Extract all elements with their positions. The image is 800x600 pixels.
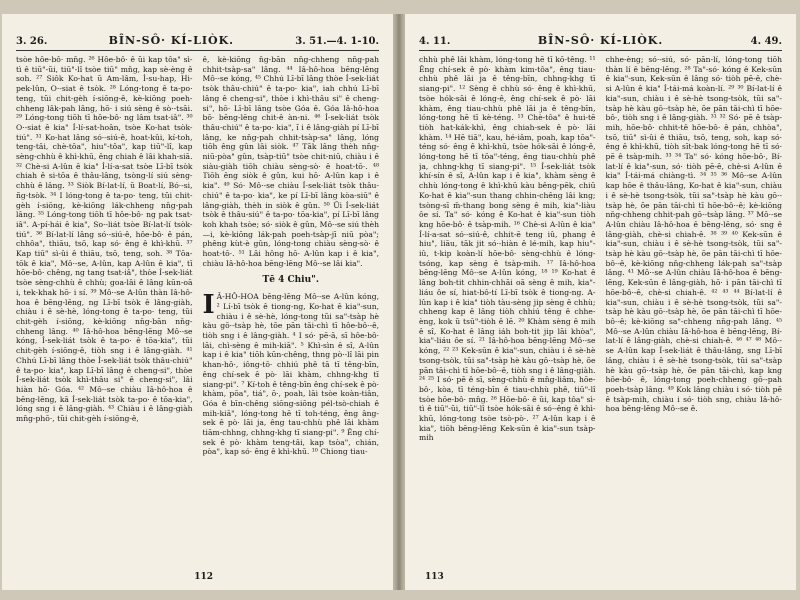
verse-text: tsòe hôe-bô· mn̄g. ²⁶ Hôe-bô· ê ŭi kap tôa" sì-tì ê tiū"-ŭi, tiū"-lî tsòe tiū" mn̄g, kap sè-èng ê soh. ²⁷ Siôk Ko-hat ŭ Am-lâm, Í-su-hap, Hi-pek-lûn, O·-siat ê tsòk. ²⁸ Lóng-tong ê ta-po· teng, tŭi chit-gèh í-siōng-ê, kè-kiōng poeh-chheng lâk-pah lâng, hō· i siú sèng ê sò·-tsāi. ²⁹ Lóng-tong tiōh tī hôe-bô· ng lâm tsat-iâ". ³⁰ O·-siat ê kia" Í-lí-sat-hoân, tsòe Ko-hat tsòk-tiú". ³¹ Ko-hat lâng só·-siú-ê, hoat-kûi, kí-toh, teng-tâi, chè-tôa", hiu"-tôa", kap tiū"-lî, kap sèng-chhù ê khì-khū, êng chiah ê lâi khah-siā. ³² Chè-si A-lûn ê kia" Í-lí-a-sat tsòe Lī-bī tsòk chiah ê si-tōa ê thâu-lâng, tsòng-lí siú sèng-chhù ê lâng. ³³ Siòk Bí-lat-lí, ŭ Boat-lí, Bó·-si, ñg-tsòk. ³⁴ I lóng-tong ê ta-po· teng, tŭi chit-gèh í-siōng, kè-kiōng lák-chheng nn̄g-pah lâng. ³⁵ Lóng-tong tiōh tī hôe-bô· ng pak tsat-iâ". A-pí-hái ê kia", So·-liát tsòe Bí-lat-lí tsòk-tiú". ³⁶ Bí-lat-lí lâng só·-siú-ê, hôe-bô· ê pán, chhôa", thiāu, tsō, kap só· êng ê khì-khū. ³⁷ Kap tiū" sì-ûi ê thiāu, tsō, teng, soh. ³⁸ Tŏa-tōk ê kia", Mô·-se, A-lûn, kap A-lûn ê kia", tī hōe-bô· chêng, ng tang tsat-iâ", thòe Í-sek-liát tsòe sèng-chhù ê chhù; goa-lâi ê lâng kūn-oā i, tek-khak hō· i sí. ³⁹ Mô·-se A-lûn thàn Iâ-hô-hoa ê bēng-lēng, ng Lī-bī tsòk ê lâng-giàh, chiàu i ê sè-hè, lóng-tong ê ta-po· teng, tŭi chit-gèh í-siōng, kè-kiōng nn̄g-bān nn̄g-chheng lâng. ⁴⁰ Iâ-hô-hoa bēng-lēng Mô·-se kóng, Í-sek-liát tsòk ê ta-po· ê tōa-kia", tŭi chit-gèh í-siōng-ê, tiòh sng i ê lâng-giàh. ⁴¹ Chhú Lī-bī lâng thòe Í-sek-liát tsòk thâu-chiú" ê ta-po· kia", kap Lī-bī lâng ê cheng-si", thòe Í-sek-liát tsòk khì-thâu si" ê cheng-si", lâi hiàn hō· Góa. ⁴² Mô·-se chiàu Iâ-hô-hoa ê bēng-lēng, kā Í-sek-liát tsòk ta-po· ê tōa-kia", lóng sng i ê lâng-giàh. ⁴³ Chiàu i ê lâng-giàh mn̄g-phō·, tŭi chit-gèh í-siōng-ê, [16, 55, 193, 424]
page-number: 113 [425, 572, 444, 582]
page-number: 112 [194, 572, 213, 582]
header-verse-range: 4. 49. [750, 36, 782, 47]
page-header [419, 34, 782, 51]
verse-text: chhù phê lāi khàm, lóng-tong hē tī kō-têng. ¹¹ Êng chí-sek ê pò· khàm kim-tôa", êng tiau-chhù phê lāi ja ê têng-bīn, chhng-khg tī siang-pi". ¹² Sèng ê chhù só· êng ê khì-khū, tsòe hók-sāi ê lóng-ê, êng chí-sek ê pò· lāi khàm, êng tiau-chhù phê lāi ja ê têng-bīn, lóng-tong hē tī kè-téng. ¹³ Chè-tôa" ê hui-tē tiòh hat-kák-khì, êng chiah-sek ê pò· lāi khàm. ¹⁴ Hē tiā", kau, hé-iâm, poah, kap tōa"-téng só· êng ê khì-khū, tsòe hók-sāi ê lóng-ê, lóng-tong hē tī tōa"-téng, êng tiau-chhù phê ja, chhng-khg tī siang-pi". ¹⁵ Í-sek-liát tsòk khí-sín ê sî, A-lûn kap i ê kia", khàm sèng ê chhù lóng-tong ê khì-khū kàu bêng-pēk, chiū Ko-hat ê kia"-sun thang chhin-chêng lâi kng; tsòng-sī m̄-thang bong sèng ê mih, kia"-liàu ôe sí. Ta" só· kóng ê Ko-hat ê kia"-sun tiòh kng hōe-bô· ê tsàp-mih. ¹⁶ Chè-si A-lûn ê kia" Í-lí-a-sat só·-siú-ê, chhit-ē teng iû, phang ê hiu", liāu, tāk jit só·-hiàn ê lé-mih, kap hiu"-iû, t-kip koàn-lí hōe-bô· sèng-chhù ê lóng-tsóng, kap sèng ê tsàp-mih. ¹⁷ Iâ-hô-hoa bēng-lēng Mô·-se A-lûn kóng, ¹⁸ ¹⁹ Ko-hat ê lâng boh-tit chhin-chhāi oā sèng ê mih, kia"-liáu ôe sí, hiat-bô-tí Lī-bī tsòk ê tiong-ng. A-lûn kap i ê kia" tiòh tàu-sèng jip sèng ê chhù; chheng kap ê lâng tiòh chhiú têng ê chhe-èng, kok ŭ tsū"-tiòh ê lē. ²⁰ Khàm sèng ê mih ê sî, Ko-hat ê lâng iáh boh-tit jip lāi khòa", kia"-liáu ôe sí. ²¹ Iâ-hô-hoa bēng-lēng Mô·-se kóng, ²² ²³ Kek-sūn ê kia"-sun, chiàu i ê sè-hè tsong-tsòk, tŭi sa"-tsàp hè kàu gō·-tsàp hè, ŏe pān tāi-chì tī hōe-bô·-ê, tiòh sng i ê lâng-giàh. ²⁴ ²⁵ I só· pē ê sī, sèng-chhù ê mn̄g-liâm, hōe-bô·, kòa, tī téng-bīn ê tiau-chhù phê, tiū"-lî tsòe hōe-bô· mn̄g. ²⁶ Hōe-bô· ê ŭi, kap tôa" sì-tì ê tiū"-ŭi, tiū"-lî tsòe hók-sāi ê só·-êng ê khì-khū, lóng-tong tsòe tsò-pò·. ²⁷ A-lûn kap i ê kia", tiōh bēng-lēng Kek-sūn ê kia"-sun tsàp-mih [419, 55, 596, 443]
page-header [16, 34, 379, 51]
book-gutter [394, 14, 404, 590]
verse-text: ê, kè-kiōng n̄g-bān nn̄g-chheng nn̄g-pah chhit-tsàp-sa" lâng. ⁴⁴ Iâ-hô-hoa bēng-lēng Mô·-se kóng, ⁴⁵ Chhú Lī-bī lâng thòe Í-sek-liát tsòk thâu-chiú" ê ta-po· kia", iah chhú Lī-bī lâng ê cheng-si", thòe i khì-thâu si" ê cheng-si", hō· Lī-bī lâng tsòe Góa ê. Góa Iâ-hô-hoa bō· bēng-lēng chit-ê àn-ni. ⁴⁶ Í-sek-liát tsòk thâu-chiú" ê ta-po· kia", ĭ i ê lâng-giàh pí Lī-bī lâng, ke nn̄g-pah chhit-tsàp-sa" lâng, lóng tiōh êng gûn lâi siòk. ⁴⁷ Tāk lâng thèh nn̄g-niū-pòa" gûn, tsàp-tiū" tsòe chit-niū, chiàu i ê siàu-giàh tiōh chiàu sèng-sò· ê hoat-tō·. ⁴⁸ Tiōh êng siòk ê gûn, kui hō· A-lûn kap i ê kia". ⁴⁹ Só· Mô·-se chiàu Í-sek-liát tsòk thâu-chiú" ê ta-po· kia", ke pí Lī-bī lâng kòa-siū" ê lâng-giàh, thèh in siòk ê gûn. ⁵⁰ Ŭi Í-sek-liát tsòk ê thâu-siú" ê ta-po· tōa-kia", pí Lī-bī lâng koh khah tsòe; só· siòk ê gûn, Mô·-se siú thèh—i, kè-kiōng lák-pah poeh-tsàp-jī niū pòa"; phêng kùt-è gûn, lóng-tong chiàu sèng-sò· ê hoat-tō·. ⁵¹ Lâi hông hō· A-lûn kap i ê kia", chiàu Iâ-hô-hoa bēng-lēng Mô·-se lâi kia". [202, 55, 379, 268]
column-right [203, 55, 380, 555]
header-verse-range: 3. 51.—4. 1-10. [295, 36, 379, 47]
left-page [2, 14, 394, 590]
right-page [404, 14, 796, 590]
column-left [419, 55, 596, 555]
drop-cap: I [202, 290, 215, 321]
text-columns [16, 55, 379, 555]
text-columns [419, 55, 782, 555]
header-chapter-ref: 4. 11. [419, 36, 451, 47]
chapter-opening-text [203, 292, 380, 457]
header-book-title: BÎN-SÔ· KÍ-LIÒK. [108, 34, 234, 47]
column-right [606, 55, 783, 555]
chapter-heading: Tē 4 Chiu". [262, 275, 319, 286]
header-chapter-ref: 3. 26. [16, 36, 48, 47]
verse-text: chhe-èng; só·-siú, só· pān-lí, lóng-tong tiōh thàn lí ê bēng-lēng. ²⁸ Ta"-só· kóng ê Kek-sūn ê kia"-sun, Kek-sūn ê lâng só· tiòh pē-ê, chè-si A-lûn ê kia" Í-tái-má koàn-lí. ²⁹ ³⁰ Bí-lat-lí ê kia"-sun, chiàu i ê sè-hè tsong-tsòk, tŭi sa"-tsàp hè kàu gō·-tsàp hè, ŏe pān tāi-chì tī hōe-bô·, tiòh sng i ê lâng-giàh. ³¹ ³² Só· pē ê tsàp-mih, hōe-bô· chhit-tê hōe-bô· ê pán, chhòa", tsō, tiū" sì-ûi ê thiāu, tsō, teng, soh, kap só· êng ê khì-khū, tiòh sīt-bak lóng-tong hē tī só· pē ê tsàp-mih. ³³ ³⁴ Ta" só· kóng hōe-bô·, Bí-lat-lí ê kia"-sun, só· tiòh pē-ê, chè-si A-lûn ê kia" Í-tái-má chiàng-tì. ³⁴ ³⁵ ³⁶ Mô·-se A-lûn kap hōe ê thâu-lâng, Ko-hat ê kia"-sun, chiàu i ê sè-hè tsong-tsòk, tŭi sa"-tsàp hè kàu gō·-tsàp hè, ŏe pān tāi-chì tī hōe-bô·-ê; kè-kiōng nn̄g-chheng chhit-pah gō·-tsàp lâng. ³⁷ Mô·-se A-lûn chiàu Iâ-hô-hoa ê bēng-lēng, só· sng ê lâng-giàh, chè-si chiah-ê. ³⁸ ³⁹ ⁴⁰ Kek-sūn ê kia"-sun, chiàu i ê sè-hè tsong-tsòk, tŭi sa"-tsàp hè kàu gō·-tsàp hè, ŏe pān tāi-chì tī hōe-bô·-ê, kè-kiōng nn̄g-chheng lák-pah sa"-tsàp lâng. ⁴¹ Mô·-se A-lûn chiàu Iâ-hô-hoa ê bēng-lēng, Kek-sūn ê lâng-giàh, hō· i pān tāi-chì tī hōe-bô·-ê, chè-si chiah-ê. ⁴² ⁴³ ⁴⁴ Bí-lat-lí ê kia"-sun, chiàu i ê sè-hè tsong-tsòk, tŭi sa"-tsàp hè kàu gō·-tsàp hè, ŏe pān tāi-chì tī hōe-bô·-ê; kè-kiōng sa"-chheng nn̄g-pah lâng. ⁴⁵ Mô·-se A-lûn chiàu Iâ-hô-hoa ê bēng-lēng, Bí-lat-lí ê lâng-giàh, chè-si chiah-ê. ⁴⁶ ⁴⁷ ⁴⁸ Mô·-se A-lûn kap Í-sek-liát ê thâu-lâng, sng Lī-bī lâng, chiàu i ê sè-hè tsong-tsòk, tŭi sa"-tsàp hè kàu gō·-tsàp hè, ŏe pān tāi-chì, kap kng hōe-bô· ê, lóng-tong poeh-chheng gō·-pah poeh-tsàp lâng. ⁴⁹ Kok lâng chiàu i só· tiòh pē ê tsàp-mih, chiàu i só· tiòh sng, chiàu Iâ-hô-hoa bēng-lēng Mô·-se ê. [605, 55, 782, 414]
header-book-title: BÎN-SÔ· KÍ-LIÒK. [537, 34, 664, 47]
verse-text: Â-HÔ-HOA bēng-lēng Mô·-se A-lûn kóng, ² Lí-bī tsòk ê tiong-ng, Ko-hat ê kia"-sun, chiàu i ê sè-hè, lóng-tong tŭi sa"-tsàp hè kàu gō·-tsàp hè, tŏe pān tāi-chì tī hôe-bô·-ê, tiòh sng i ê lâng-giàh. ⁴ I só· pē-ā, sī hôe-bô· lāi, chì-sèng ê mih-kiā". ⁵ Khì-sìn ê sî, A-lûn kap i ê kia" tiōh kūn-chêng, thng pò·-lî lāi pin khan-hô·, iông-tō· chhiú phê tā tī têng-bīn, êng chí-sek ê pò· lāi khàm, chhng-khg tī siang-pi". ⁷ Kí-toh ê têng-bīn êng chí-sek ê pò· khàm, pōa", tiá", ō·, poah, lāi tsòe koàn-tiân, Góa ê bīn-chêng siōng-siōng pél-tsò-chiah ê mih-kiā", lóng-tong hē tī toh-téng, êng âng-sek ê pò· lāi ja, êng tau-chhù phê lāi khàm tiām-chhng, chhng-khg tī siang-pi". ⁹ Êng chí-sek ê pò· khàm teng-tâi, kap tsòa", chián, pòa", kap só· êng ê khì-khū. ¹⁰ Chiong tiau- [202, 292, 379, 457]
column-left [16, 55, 193, 555]
